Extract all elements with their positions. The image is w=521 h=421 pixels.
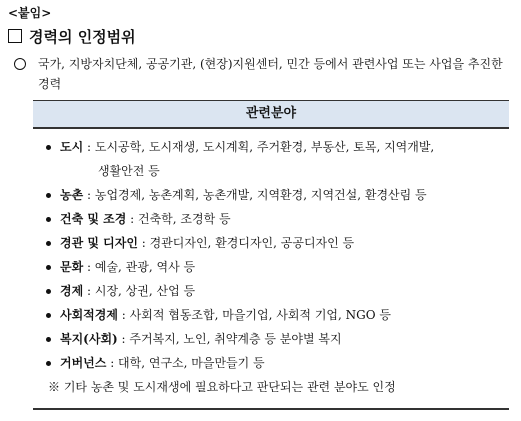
item-term: 경관 및 디자인 xyxy=(60,236,138,250)
item-sep: : xyxy=(83,260,95,274)
item-sep: : xyxy=(117,332,130,346)
item-term: 건축 및 조경 xyxy=(60,212,127,226)
field-list xyxy=(44,135,509,375)
list-item xyxy=(44,135,509,183)
bullet-dot-icon xyxy=(46,289,51,294)
table-bottom-rule xyxy=(33,408,509,410)
list-item xyxy=(44,303,509,327)
item-desc: 예술, 관광, 역사 등 xyxy=(94,260,196,274)
item-sep: : xyxy=(83,140,95,154)
item-desc: 경관디자인, 환경디자인, 공공디자인 등 xyxy=(149,236,355,250)
item-desc: 시장, 상권, 산업 등 xyxy=(94,284,196,298)
list-item xyxy=(44,351,509,375)
item-desc: 대학, 연구소, 마을만들기 등 xyxy=(118,356,265,370)
section-title-text: 경력의 인정범위 xyxy=(29,28,136,46)
list-item xyxy=(44,279,509,303)
circle-outline-icon xyxy=(14,58,26,70)
bullet-dot-icon xyxy=(46,217,51,222)
item-term: 문화 xyxy=(60,260,84,274)
list-item xyxy=(44,255,509,279)
attachment-label: <붙임> xyxy=(8,6,52,20)
intro-paragraph xyxy=(14,54,514,94)
bullet-dot-icon xyxy=(46,241,51,246)
section-title xyxy=(8,26,136,47)
list-item xyxy=(44,327,509,351)
intro-text: 국가, 지방자치단체, 공공기관, (현장)지원센터, 민간 등에서 관련사업 또는 사업을 추진한 경력 xyxy=(38,57,503,91)
bullet-dot-icon xyxy=(46,265,51,270)
item-term: 도시 xyxy=(60,140,84,154)
item-term: 농촌 xyxy=(60,188,84,202)
bullet-dot-icon xyxy=(46,337,51,342)
bullet-dot-icon xyxy=(46,361,51,366)
item-sep: : xyxy=(106,356,119,370)
item-term: 거버넌스 xyxy=(60,356,107,370)
item-sep: : xyxy=(126,212,138,226)
item-desc: 사회적 협동조합, 마을기업, 사회적 기업, NGO 등 xyxy=(129,308,391,322)
bullet-dot-icon xyxy=(46,313,51,318)
item-desc-continued: 생활안전 등 xyxy=(98,164,160,178)
item-sep: : xyxy=(117,308,130,322)
item-desc: 주거복지, 노인, 취약계층 등 분야별 복지 xyxy=(129,332,342,346)
item-sep: : xyxy=(83,188,95,202)
item-term: 경제 xyxy=(60,284,84,298)
item-desc: 농업경제, 농촌계획, 농촌개발, 지역환경, 지역건설, 환경산림 등 xyxy=(94,188,427,202)
list-item xyxy=(44,231,509,255)
item-term: 사회적경제 xyxy=(60,308,118,322)
item-desc: 건축학, 조경학 등 xyxy=(138,212,231,226)
footnote: ※ 기타 농촌 및 도시재생에 필요하다고 판단되는 관련 분야도 인정 xyxy=(48,380,396,394)
bullet-dot-icon xyxy=(46,145,51,150)
item-sep: : xyxy=(83,284,95,298)
square-outline-icon xyxy=(8,29,22,43)
item-desc: 도시공학, 도시재생, 도시계획, 주거환경, 부동산, 토목, 지역개발, xyxy=(94,140,435,154)
table-header: 관련분야 xyxy=(33,100,509,129)
bullet-dot-icon xyxy=(46,193,51,198)
item-term: 복지(사회) xyxy=(60,332,118,346)
list-item xyxy=(44,207,509,231)
list-item xyxy=(44,183,509,207)
item-sep: : xyxy=(137,236,150,250)
